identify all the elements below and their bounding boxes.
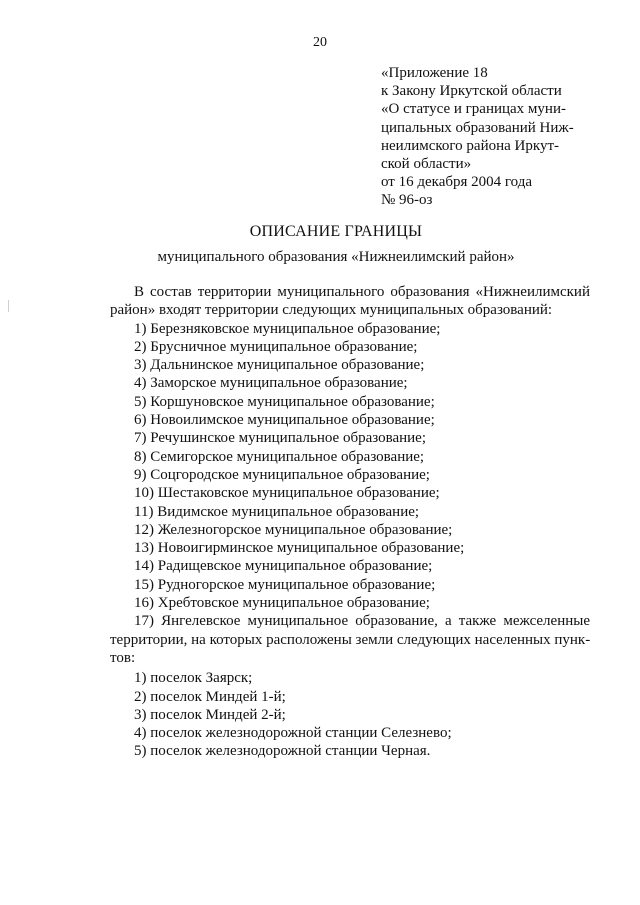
- municipality-list: [110, 320, 590, 613]
- appendix-line: от 16 декабря 2004 года: [381, 174, 533, 191]
- intro-paragraph-line: В состав территории муниципального образования «Нижнеилимский: [134, 284, 590, 300]
- intro-paragraph-line: район» входят территории следующих муниципальных образований:: [110, 302, 553, 319]
- document-title: ОПИСАНИЕ ГРАНИЦЫ: [249, 223, 423, 240]
- list-item: 8) Семигорское муниципальное образование;: [134, 448, 425, 465]
- list-item: 4) Заморское муниципальное образование;: [134, 375, 408, 392]
- settlement-item: 5) поселок железнодорожной станции Черная.: [134, 743, 431, 760]
- list-item: 9) Соцгородское муниципальное образование;: [134, 466, 430, 483]
- list-item: 3) Дальнинское муниципальное образование;: [134, 357, 425, 374]
- appendix-line: «Приложение 18: [381, 65, 488, 81]
- settlement-item: 2) поселок Миндей 1-й;: [134, 688, 286, 705]
- scan-artifact: [8, 300, 9, 312]
- list-item: 12) Железногорское муниципальное образование;: [134, 521, 453, 538]
- list-item: 7) Речушинское муниципальное образование;: [134, 430, 427, 447]
- appendix-line: ской области»: [381, 156, 472, 173]
- list-item: 11) Видимское муниципальное образование;: [134, 503, 420, 520]
- list-item-17-line: 17) Янгелевское муниципальное образование, а также межселенные: [134, 613, 590, 630]
- document-subtitle: муниципального образования «Нижнеилимский район»: [157, 249, 515, 265]
- list-item: 16) Хребтовское муниципальное образование;: [134, 595, 430, 612]
- settlement-item: 1) поселок Заярск;: [134, 670, 253, 687]
- appendix-line: № 96-оз: [381, 192, 433, 209]
- list-item: 1) Березняковское муниципальное образование;: [134, 320, 441, 337]
- document-body: [110, 283, 590, 761]
- settlement-item: 3) поселок Миндей 2-й;: [134, 706, 286, 723]
- appendix-line: к Закону Иркутской области: [381, 83, 562, 100]
- appendix-line: ципальных образований Ниж-: [381, 119, 574, 136]
- appendix-reference: [381, 64, 611, 210]
- list-item-17-line: территории, на которых расположены земли следующих населенных пунк-: [110, 631, 591, 648]
- list-item: 15) Рудногорское муниципальное образование;: [134, 576, 436, 593]
- list-item: 10) Шестаковское муниципальное образование;: [134, 485, 440, 502]
- list-item: 14) Радищевское муниципальное образование;: [134, 558, 433, 575]
- list-item: 13) Новоигирминское муниципальное образование;: [134, 540, 465, 557]
- appendix-line: «О статусе и границах муни-: [381, 101, 566, 118]
- list-item: 6) Новоилимское муниципальное образование;: [134, 412, 435, 429]
- settlement-item: 4) поселок железнодорожной станции Селезнево;: [134, 725, 452, 742]
- list-item: 5) Коршуновское муниципальное образование;: [134, 393, 435, 410]
- settlement-list: [110, 669, 590, 760]
- list-item: 2) Брусничное муниципальное образование;: [134, 338, 418, 355]
- list-item-17-line: тов:: [110, 649, 136, 666]
- page-number: 20: [313, 35, 327, 50]
- appendix-line: неилимского района Иркут-: [381, 137, 560, 154]
